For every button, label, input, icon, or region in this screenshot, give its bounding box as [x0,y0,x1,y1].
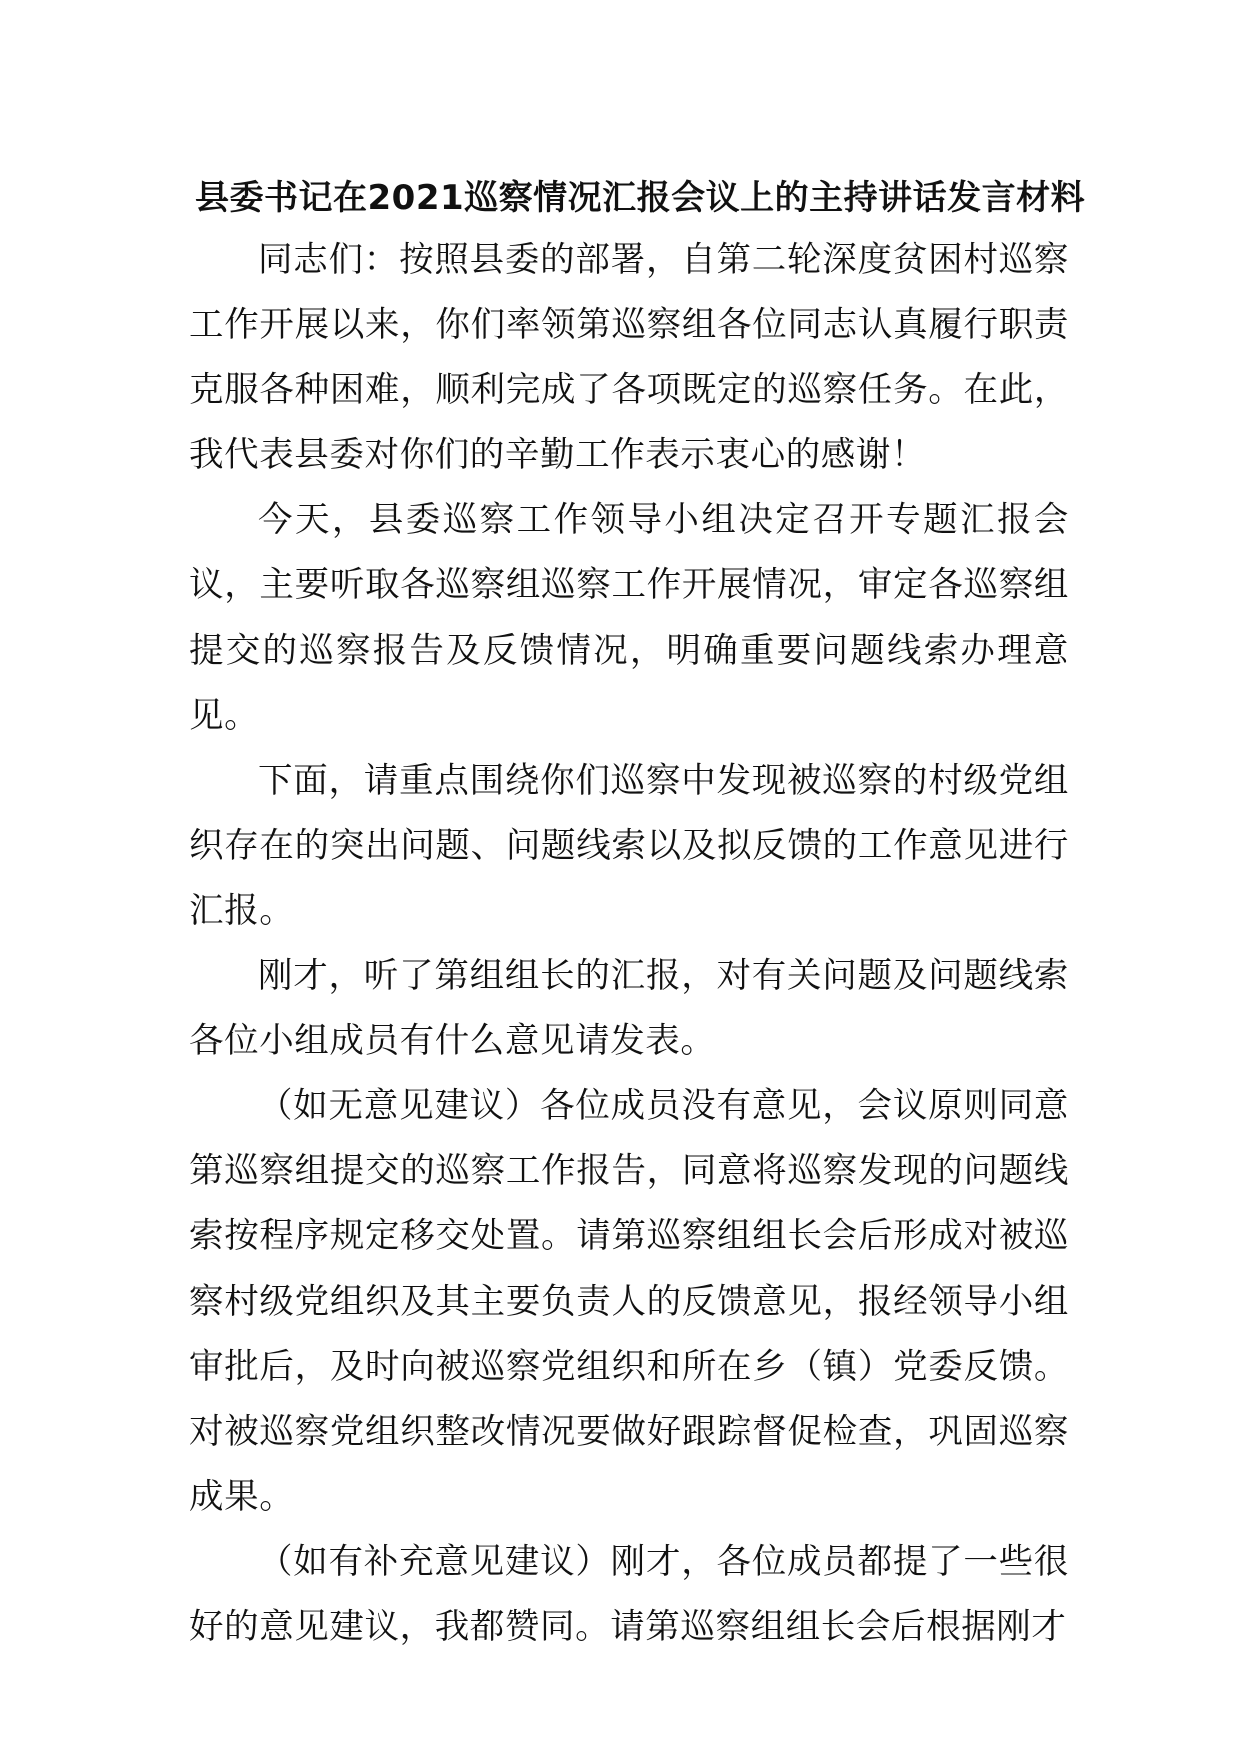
paragraph-no-opinions: （如无意见建议）各位成员没有意见，会议原则同意第巡察组提交的巡察工作报告，同意将巡察发现的问题线索按程序规定移交处置。请第巡察组组长会后形成对被巡察村级党组织及其主要负责人的反馈意见，报经领导小组审批后，及时向被巡察党组织和所在乡（镇）党委反馈。对被巡察党组织整改情况要做好跟踪督促检查，巩固巡察成果。 [189,1086,1069,1517]
paragraph-opinions-request: 刚才，听了第组组长的汇报，对有关问题及问题线索各位小组成员有什么意见请发表。 [189,956,1069,1062]
paragraph-meeting-purpose: 今天，县委巡察工作领导小组决定召开专题汇报会议，主要听取各巡察组巡察工作开展情况，审定各巡察组提交的巡察报告及反馈情况，明确重要问题线索办理意见。 [189,500,1069,736]
document-body [189,168,1086,1660]
paragraph-greeting: 同志们：按照县委的部署，自第二轮深度贫困村巡察工作开展以来，你们率领第巡察组各位同志认真履行职责克服各种困难，顺利完成了各项既定的巡察任务。在此，我代表县委对你们的辛勤工作表示衷心的感谢！ [189,240,1069,476]
paragraph-additional-opinions: （如有补充意见建议）刚才，各位成员都提了一些很好的意见建议，我都赞同。请第巡察组组长会后根据刚才 [189,1541,1069,1647]
paragraph-report-request: 下面，请重点围绕你们巡察中发现被巡察的村级党组织存在的突出问题、问题线索以及拟反馈的工作意见进行汇报。 [189,760,1069,931]
document-title: 县委书记在2021巡察情况汇报会议上的主持讲话发言材料 [195,178,1086,218]
